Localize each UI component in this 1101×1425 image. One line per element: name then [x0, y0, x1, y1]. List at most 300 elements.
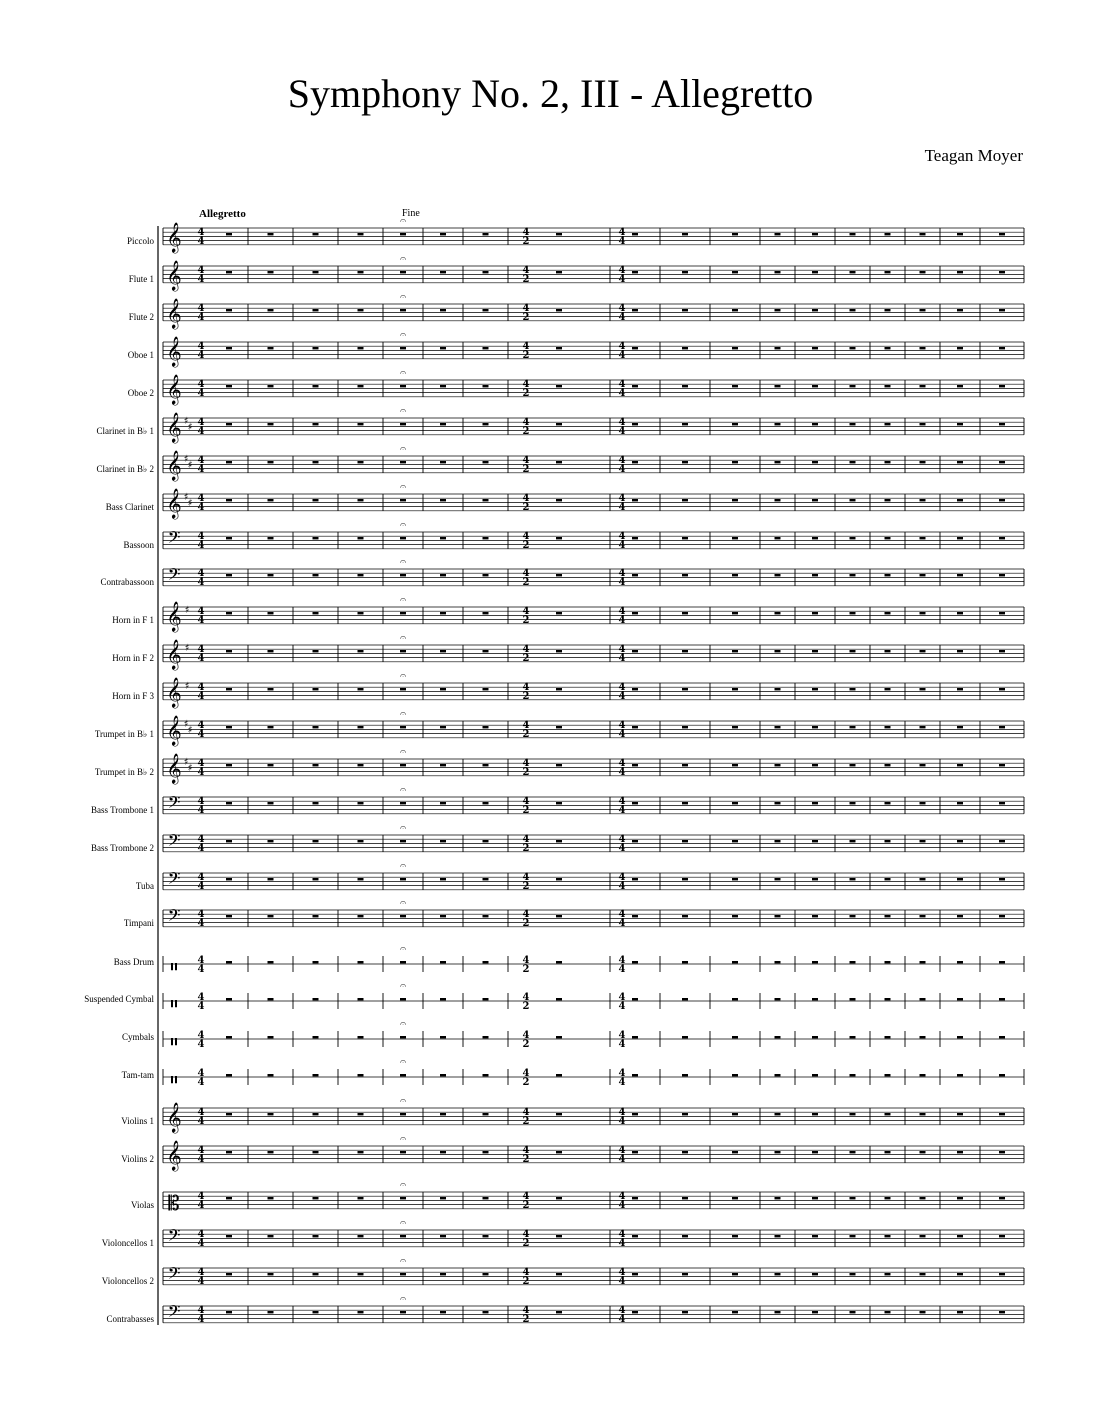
- rest-mark: [850, 726, 856, 728]
- rest-mark: [850, 385, 856, 387]
- time-signature-bottom: 2: [522, 350, 530, 361]
- rest-mark: [920, 726, 926, 728]
- rest-mark: [957, 499, 963, 501]
- rest-mark: [957, 423, 963, 425]
- time-signature-bottom: 2: [522, 843, 530, 854]
- rest-mark: [313, 915, 319, 917]
- rest-mark: [313, 764, 319, 766]
- rest-mark: [268, 840, 274, 842]
- rest-mark: [268, 537, 274, 539]
- instrument-label: Suspended Cymbal: [84, 994, 154, 1004]
- time-signature-bottom: 4: [197, 1200, 205, 1211]
- rest-mark: [775, 1036, 781, 1038]
- rest-mark: [682, 961, 688, 963]
- rest-mark: [358, 233, 364, 235]
- rest-mark: [226, 537, 232, 539]
- rest-mark: [732, 1113, 738, 1115]
- rest-mark: [483, 726, 489, 728]
- rest-mark: [632, 650, 638, 652]
- rest-mark: [682, 499, 688, 501]
- instrument-label: Oboe 2: [127, 388, 154, 398]
- rest-mark: [812, 1235, 818, 1237]
- rest-mark: [957, 688, 963, 690]
- rest-mark: [632, 612, 638, 614]
- rest-mark: [999, 915, 1005, 917]
- time-signature-top: 4: [522, 644, 530, 655]
- clef-icon: 𝄞: [166, 223, 182, 253]
- time-signature-top: 4: [618, 1068, 626, 1079]
- staff-10: [163, 593, 1024, 633]
- staff-0: [163, 214, 1024, 254]
- time-signature-bottom: 4: [618, 1039, 626, 1050]
- rest-mark: [812, 878, 818, 880]
- rest-mark: [682, 726, 688, 728]
- rest-mark: [268, 998, 274, 1000]
- rest-mark: [775, 650, 781, 652]
- rest-mark: [268, 1151, 274, 1153]
- rest-mark: [885, 1074, 891, 1076]
- rest-mark: [313, 1311, 319, 1313]
- rest-mark: [440, 612, 446, 614]
- rest-mark: [812, 961, 818, 963]
- clef-icon: 𝄞: [166, 375, 182, 405]
- rest-mark: [556, 612, 562, 614]
- time-signature-bottom: 4: [618, 615, 626, 626]
- time-signature-bottom: 4: [197, 350, 205, 361]
- rest-mark: [885, 423, 891, 425]
- rest-mark: [957, 840, 963, 842]
- rest-mark: [812, 1074, 818, 1076]
- rest-mark: [400, 764, 406, 766]
- rest-mark: [920, 1235, 926, 1237]
- clef-icon: 𝄞: [166, 602, 182, 632]
- rest-mark: [850, 878, 856, 880]
- rest-mark: [400, 1113, 406, 1115]
- time-signature-top: 4: [618, 1030, 626, 1041]
- rest-mark: [632, 347, 638, 349]
- rest-mark: [483, 574, 489, 576]
- time-signature-bottom: 2: [522, 964, 530, 975]
- rest-mark: [358, 650, 364, 652]
- rest-mark: [632, 840, 638, 842]
- fermata-icon: 𝄐: [399, 859, 407, 872]
- fermata-icon: 𝄐: [399, 214, 407, 227]
- rest-mark: [556, 1273, 562, 1275]
- rest-mark: [268, 1197, 274, 1199]
- time-signature-bottom: 2: [522, 274, 530, 285]
- instrument-label: Tam-tam: [121, 1070, 154, 1080]
- clef-icon: 𝄞: [166, 754, 182, 784]
- rest-mark: [920, 1074, 926, 1076]
- instrument-label: Flute 1: [128, 274, 154, 284]
- rest-mark: [556, 574, 562, 576]
- rest-mark: [850, 1235, 856, 1237]
- rest-mark: [850, 915, 856, 917]
- rest-mark: [632, 1074, 638, 1076]
- staff-19: [163, 942, 1024, 979]
- clef-icon: 𝄞: [166, 413, 182, 443]
- rest-mark: [999, 650, 1005, 652]
- rest-mark: [483, 271, 489, 273]
- time-signature-top: 4: [618, 834, 626, 845]
- fermata-icon: 𝄐: [399, 290, 407, 303]
- rest-mark: [957, 385, 963, 387]
- rest-mark: [920, 915, 926, 917]
- rest-mark: [885, 271, 891, 273]
- clef-icon: 𝄢: [167, 1263, 181, 1287]
- rest-mark: [999, 612, 1005, 614]
- rest-mark: [732, 764, 738, 766]
- rest-mark: [920, 840, 926, 842]
- time-signature-bottom: 4: [618, 1154, 626, 1165]
- rest-mark: [400, 423, 406, 425]
- rest-mark: [556, 764, 562, 766]
- rest-mark: [957, 271, 963, 273]
- rest-mark: [812, 347, 818, 349]
- rest-mark: [358, 878, 364, 880]
- rest-mark: [226, 309, 232, 311]
- key-sharp-icon: ♯: [187, 422, 193, 433]
- rest-mark: [556, 385, 562, 387]
- rest-mark: [313, 461, 319, 463]
- staff-27: [163, 1254, 1024, 1287]
- rest-mark: [999, 1197, 1005, 1199]
- rest-mark: [957, 1036, 963, 1038]
- rest-mark: [556, 726, 562, 728]
- rest-mark: [957, 1113, 963, 1115]
- time-signature-bottom: 4: [618, 729, 626, 740]
- rest-mark: [483, 650, 489, 652]
- time-signature-bottom: 4: [197, 1001, 205, 1012]
- rest-mark: [483, 1273, 489, 1275]
- rest-mark: [358, 764, 364, 766]
- time-signature-top: 4: [197, 606, 205, 617]
- rest-mark: [358, 961, 364, 963]
- instrument-label: Oboe 1: [127, 350, 154, 360]
- rest-mark: [556, 998, 562, 1000]
- staff-15: [163, 783, 1024, 816]
- rest-mark: [732, 1311, 738, 1313]
- rest-mark: [226, 499, 232, 501]
- rest-mark: [682, 998, 688, 1000]
- time-signature-bottom: 4: [197, 236, 205, 247]
- rest-mark: [440, 802, 446, 804]
- key-sharp-icon: ♯: [187, 725, 193, 736]
- rest-mark: [920, 537, 926, 539]
- rest-mark: [920, 998, 926, 1000]
- rest-mark: [885, 726, 891, 728]
- rest-mark: [313, 1074, 319, 1076]
- time-signature-bottom: 2: [522, 1077, 530, 1088]
- rest-mark: [850, 423, 856, 425]
- rest-mark: [732, 385, 738, 387]
- rest-mark: [999, 233, 1005, 235]
- rest-mark: [556, 961, 562, 963]
- rest-mark: [483, 423, 489, 425]
- rest-mark: [358, 840, 364, 842]
- clef-icon: 𝄞: [166, 261, 182, 291]
- rest-mark: [483, 764, 489, 766]
- time-signature-top: 4: [618, 606, 626, 617]
- time-signature-bottom: 2: [522, 1314, 530, 1325]
- staff-12: [163, 669, 1024, 709]
- fermata-icon: 𝄐: [399, 896, 407, 909]
- rest-mark: [400, 878, 406, 880]
- rest-mark: [632, 1235, 638, 1237]
- rest-mark: [850, 1074, 856, 1076]
- rest-mark: [682, 840, 688, 842]
- rest-mark: [440, 650, 446, 652]
- staff-17: [163, 859, 1024, 892]
- rest-mark: [850, 1311, 856, 1313]
- rest-mark: [632, 802, 638, 804]
- rest-mark: [732, 998, 738, 1000]
- time-signature-top: 4: [197, 796, 205, 807]
- instrument-label: Bass Trombone 1: [90, 805, 154, 815]
- rest-mark: [920, 1036, 926, 1038]
- rest-mark: [775, 961, 781, 963]
- rest-mark: [850, 998, 856, 1000]
- rest-mark: [556, 271, 562, 273]
- time-signature-top: 4: [618, 1229, 626, 1240]
- time-signature-bottom: 4: [197, 1077, 205, 1088]
- rest-mark: [400, 1151, 406, 1153]
- time-signature-bottom: 4: [618, 502, 626, 513]
- time-signature-bottom: 4: [197, 729, 205, 740]
- rest-mark: [885, 650, 891, 652]
- rest-mark: [920, 1113, 926, 1115]
- time-signature-bottom: 2: [522, 1001, 530, 1012]
- rest-mark: [920, 802, 926, 804]
- time-signature-top: 4: [522, 796, 530, 807]
- rest-mark: [313, 309, 319, 311]
- rest-mark: [313, 840, 319, 842]
- rest-mark: [632, 385, 638, 387]
- rest-mark: [268, 688, 274, 690]
- clef-icon: 𝄞: [166, 299, 182, 329]
- rest-mark: [920, 878, 926, 880]
- rest-mark: [999, 726, 1005, 728]
- rest-mark: [268, 423, 274, 425]
- rest-mark: [682, 878, 688, 880]
- instrument-label: Contrabasses: [106, 1314, 154, 1324]
- rest-mark: [682, 537, 688, 539]
- rest-mark: [268, 309, 274, 311]
- rest-mark: [999, 1113, 1005, 1115]
- time-signature-bottom: 4: [197, 1238, 205, 1249]
- rest-mark: [732, 537, 738, 539]
- rest-mark: [440, 1074, 446, 1076]
- rest-mark: [440, 233, 446, 235]
- time-signature-top: 4: [618, 303, 626, 314]
- rest-mark: [313, 1197, 319, 1199]
- rest-mark: [957, 1197, 963, 1199]
- time-signature-top: 4: [522, 455, 530, 466]
- rest-mark: [483, 1113, 489, 1115]
- rest-mark: [632, 726, 638, 728]
- rest-mark: [957, 764, 963, 766]
- staff-13: [163, 707, 1024, 747]
- rest-mark: [440, 574, 446, 576]
- rest-mark: [920, 1273, 926, 1275]
- time-signature-top: 4: [618, 1191, 626, 1202]
- staff-14: [163, 745, 1024, 785]
- rest-mark: [632, 998, 638, 1000]
- rest-mark: [400, 998, 406, 1000]
- time-signature-top: 4: [197, 992, 205, 1003]
- rest-mark: [850, 1113, 856, 1115]
- rest-mark: [682, 1235, 688, 1237]
- time-signature-bottom: 4: [618, 653, 626, 664]
- time-signature-bottom: 2: [522, 881, 530, 892]
- rest-mark: [358, 271, 364, 273]
- rest-mark: [850, 802, 856, 804]
- time-signature-bottom: 4: [618, 540, 626, 551]
- rest-mark: [812, 1151, 818, 1153]
- rest-mark: [556, 1311, 562, 1313]
- rest-mark: [999, 1151, 1005, 1153]
- rest-mark: [556, 309, 562, 311]
- rest-mark: [999, 998, 1005, 1000]
- rest-mark: [226, 1235, 232, 1237]
- staff-18: [163, 896, 1024, 929]
- rest-mark: [885, 1273, 891, 1275]
- fermata-icon: 𝄐: [399, 707, 407, 720]
- rest-mark: [400, 537, 406, 539]
- rest-mark: [483, 1151, 489, 1153]
- time-signature-bottom: 4: [197, 388, 205, 399]
- time-signature-top: 4: [197, 1229, 205, 1240]
- time-signature-top: 4: [522, 1229, 530, 1240]
- rest-mark: [268, 764, 274, 766]
- staff-28: [163, 1292, 1024, 1325]
- rest-mark: [999, 423, 1005, 425]
- rest-mark: [999, 385, 1005, 387]
- rest-mark: [268, 574, 274, 576]
- time-signature-bottom: 2: [522, 691, 530, 702]
- rest-mark: [226, 1036, 232, 1038]
- instrument-label: Violoncellos 2: [101, 1276, 154, 1286]
- rest-mark: [885, 233, 891, 235]
- rest-mark: [313, 961, 319, 963]
- rest-mark: [440, 461, 446, 463]
- time-signature-top: 4: [522, 1191, 530, 1202]
- rest-mark: [775, 802, 781, 804]
- staff-1: [163, 252, 1024, 292]
- rest-mark: [775, 423, 781, 425]
- rest-mark: [440, 1311, 446, 1313]
- time-signature-top: 4: [522, 1305, 530, 1316]
- rest-mark: [440, 840, 446, 842]
- rest-mark: [268, 385, 274, 387]
- rest-mark: [483, 688, 489, 690]
- instrument-label: Clarinet in B♭ 2: [96, 464, 154, 474]
- rest-mark: [632, 1151, 638, 1153]
- fermata-icon: 𝄐: [399, 328, 407, 341]
- time-signature-bottom: 4: [618, 1276, 626, 1287]
- instrument-label: Bass Drum: [113, 957, 154, 967]
- time-signature-bottom: 4: [618, 274, 626, 285]
- rest-mark: [850, 574, 856, 576]
- rest-mark: [632, 688, 638, 690]
- time-signature-top: 4: [522, 834, 530, 845]
- rest-mark: [957, 612, 963, 614]
- rest-mark: [268, 650, 274, 652]
- rest-mark: [226, 1273, 232, 1275]
- rest-mark: [226, 461, 232, 463]
- rest-mark: [999, 1273, 1005, 1275]
- time-signature-bottom: 4: [197, 577, 205, 588]
- rest-mark: [885, 461, 891, 463]
- key-sharp-icon: ♯: [187, 763, 193, 774]
- rest-mark: [812, 1311, 818, 1313]
- time-signature-top: 4: [522, 341, 530, 352]
- rest-mark: [483, 1036, 489, 1038]
- rest-mark: [400, 612, 406, 614]
- time-signature-bottom: 2: [522, 388, 530, 399]
- time-signature-bottom: 4: [618, 388, 626, 399]
- rest-mark: [850, 1197, 856, 1199]
- rest-mark: [226, 574, 232, 576]
- fermata-icon: 𝄐: [399, 979, 407, 992]
- time-signature-top: 4: [618, 1305, 626, 1316]
- time-signature-top: 4: [522, 1267, 530, 1278]
- rest-mark: [850, 499, 856, 501]
- instrument-label: Clarinet in B♭ 1: [96, 426, 154, 436]
- rest-mark: [313, 1113, 319, 1115]
- rest-mark: [632, 1036, 638, 1038]
- time-signature-top: 4: [522, 417, 530, 428]
- rest-mark: [682, 1113, 688, 1115]
- time-signature-top: 4: [522, 606, 530, 617]
- rest-mark: [920, 688, 926, 690]
- rest-mark: [850, 650, 856, 652]
- rest-mark: [732, 726, 738, 728]
- rest-mark: [957, 878, 963, 880]
- fermata-icon: 𝄐: [399, 1216, 407, 1229]
- rest-mark: [440, 1273, 446, 1275]
- time-signature-bottom: 4: [197, 1154, 205, 1165]
- rest-mark: [632, 1197, 638, 1199]
- rest-mark: [400, 650, 406, 652]
- rest-mark: [957, 998, 963, 1000]
- rest-mark: [556, 840, 562, 842]
- rest-mark: [957, 650, 963, 652]
- rest-mark: [775, 726, 781, 728]
- rest-mark: [812, 385, 818, 387]
- fermata-icon: 𝄐: [399, 745, 407, 758]
- rest-mark: [226, 840, 232, 842]
- rest-mark: [775, 385, 781, 387]
- rest-mark: [850, 612, 856, 614]
- rest-mark: [999, 309, 1005, 311]
- rest-mark: [556, 915, 562, 917]
- clef-icon: 𝄢: [167, 527, 181, 551]
- rest-mark: [556, 1197, 562, 1199]
- rest-mark: [885, 998, 891, 1000]
- fermata-icon: 𝄐: [399, 1132, 407, 1145]
- rest-mark: [440, 726, 446, 728]
- rest-mark: [313, 423, 319, 425]
- clef-icon: 𝄥: [171, 1030, 177, 1054]
- fermata-icon: 𝄐: [399, 1254, 407, 1267]
- rest-mark: [400, 385, 406, 387]
- rest-mark: [732, 423, 738, 425]
- rest-mark: [400, 1036, 406, 1038]
- staff-24: [163, 1132, 1024, 1172]
- rest-mark: [812, 423, 818, 425]
- rest-mark: [358, 499, 364, 501]
